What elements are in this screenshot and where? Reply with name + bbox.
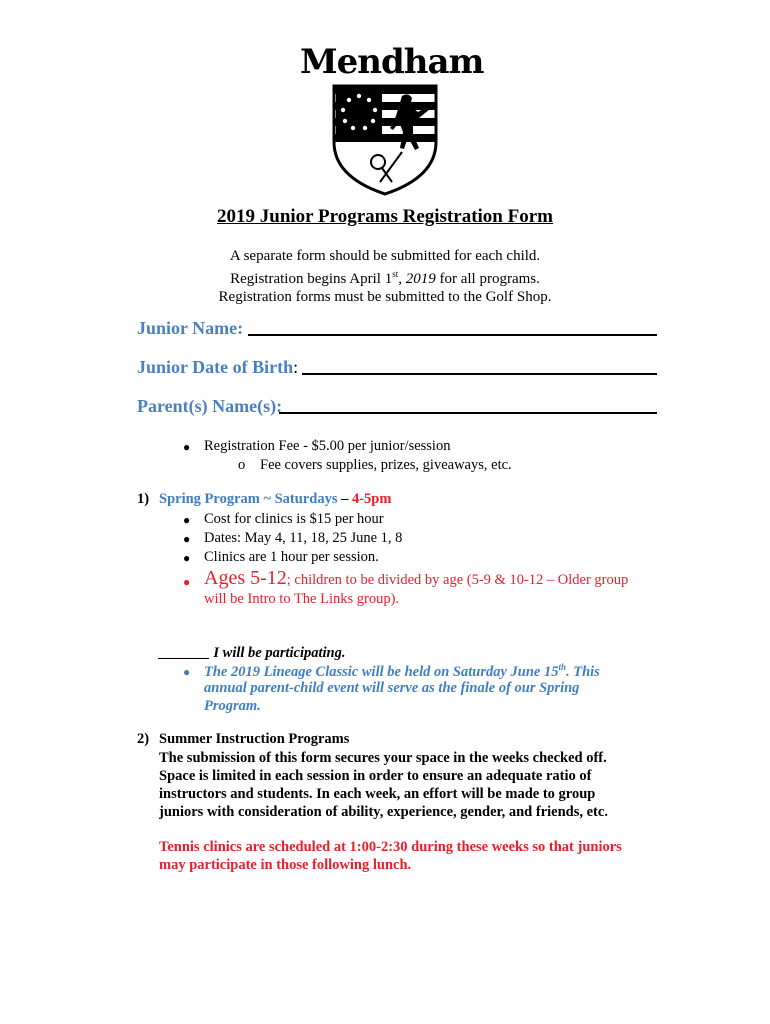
spring-ages-text-2: will be Intro to The Links group). xyxy=(204,591,400,607)
junior-name-field[interactable] xyxy=(248,334,657,336)
intro-line-1: A separate form should be submitted for each child. xyxy=(229,248,541,264)
parents-name-field[interactable] xyxy=(279,412,657,414)
bullet-icon: ● xyxy=(183,513,191,527)
bullet-icon: ● xyxy=(183,575,191,589)
intro-line-3: Registration forms must be submitted to the Golf Shop. xyxy=(218,289,552,305)
bullet-icon: ● xyxy=(183,440,191,454)
summer-section-number: 2) xyxy=(137,731,150,747)
fee-text: Registration Fee - $5.00 per junior/session xyxy=(204,438,451,454)
participating-checkbox[interactable]: _______ I will be participating. xyxy=(159,645,346,661)
bullet-icon: ● xyxy=(183,532,191,546)
junior-name-label: Junior Name: xyxy=(137,318,244,338)
junior-dob-field[interactable] xyxy=(302,373,657,375)
parents-name-label: Parent(s) Name(s): xyxy=(137,396,283,416)
sub-bullet-icon: o xyxy=(238,457,246,473)
spring-item: Clinics are 1 hour per session. xyxy=(204,549,379,565)
intro-line-2: Registration begins April 1st, 2019 for all programs. xyxy=(230,269,540,287)
intro-text xyxy=(0,247,770,306)
club-crest-icon xyxy=(330,82,440,196)
spring-section-number: 1) xyxy=(137,491,150,507)
form-title: 2019 Junior Programs Registration Form xyxy=(217,206,553,227)
spring-item: Cost for clinics is $15 per hour xyxy=(204,511,384,527)
lineage-classic-line-2: annual parent-child event will serve as the finale of our Spring xyxy=(204,680,580,696)
tennis-note: Tennis clinics are scheduled at 1:00-2:30 during these weeks so that juniors may participate in those following lunch. xyxy=(159,839,622,873)
bullet-icon: ● xyxy=(183,551,191,565)
lineage-classic-line-3: Program. xyxy=(204,698,261,714)
lineage-classic-line-1: The 2019 Lineage Classic will be held on Saturday June 15th. This xyxy=(204,662,600,680)
summer-section-title: Summer Instruction Programs xyxy=(159,731,350,747)
club-logo-wordmark: Mendham xyxy=(300,42,484,82)
summer-body: The submission of this form secures your space in the weeks checked off. Space is limited in each session in order to ensure an adequate ratio of instructors and students. In each week, an effort will be made to group juniors with consideration of ability, experience, gender, and friends, etc. xyxy=(159,750,608,820)
spring-item: Dates: May 4, 11, 18, 25 June 1, 8 xyxy=(204,530,403,546)
spring-section-title: Spring Program ~ Saturdays – 4-5pm xyxy=(159,491,392,507)
bullet-icon: ● xyxy=(183,665,191,679)
fee-sub-text: Fee covers supplies, prizes, giveaways, etc. xyxy=(260,457,512,473)
junior-dob-label: Junior Date of Birth: xyxy=(137,357,299,377)
spring-ages-text: Ages 5-12; children to be divided by age (5-9 & 10-12 – Older group xyxy=(204,567,629,589)
